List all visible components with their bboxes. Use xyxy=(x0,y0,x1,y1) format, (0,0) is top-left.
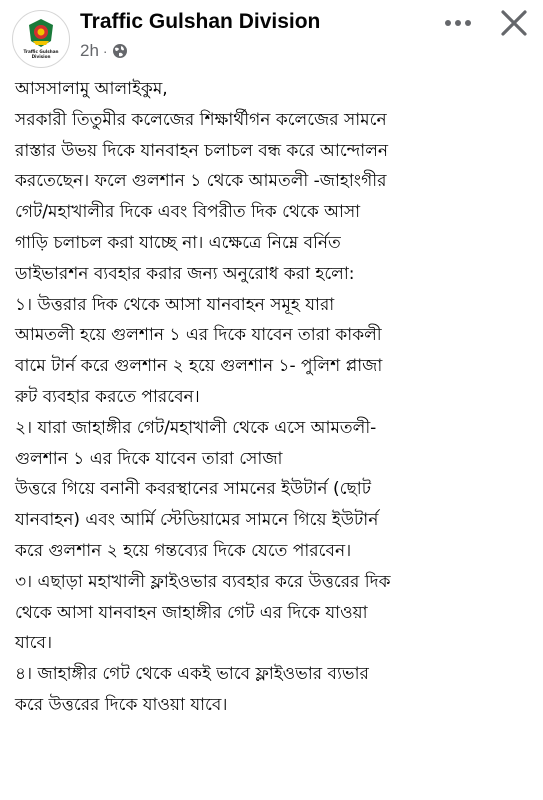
post-text-line: যাবে। xyxy=(15,633,53,654)
svg-text:Traffic Gulshan: Traffic Gulshan xyxy=(23,49,59,54)
page-avatar[interactable] xyxy=(12,10,70,68)
post-timestamp[interactable]: 2h xyxy=(80,41,99,60)
post-text-line: গেট/মহাখালীর দিকে এবং বিপরীত দিক থেকে আসা xyxy=(15,202,361,223)
post-text-line: উত্তরে গিয়ে বনানী কবরস্থানের সামনের ইউটার্ন (ছোট xyxy=(15,479,371,500)
post-text-line: রাস্তার উভয় দিকে যানবাহন চলাচল বন্ধ করে আন্দোলন xyxy=(15,140,389,161)
close-icon[interactable] xyxy=(496,6,532,40)
post-text-line: আমতলী হয়ে গুলশান ১ এর দিকে যাবেন তারা কাকলী xyxy=(15,325,382,346)
traffic-police-logo-icon xyxy=(13,11,69,67)
globe-icon[interactable] xyxy=(112,43,128,59)
post-text-line: গাড়ি চলাচল করা যাচ্ছে না। এক্ষেত্রে নিম্নে বর্নিত xyxy=(15,232,341,253)
post-text-line: ১। উত্তরার দিক থেকে আসা যানবাহন সমূহ যারা xyxy=(15,294,335,315)
page-name-link[interactable]: Traffic Gulshan Division xyxy=(80,10,321,33)
svg-text:Division: Division xyxy=(31,54,51,59)
post-text-line: ৩। এছাড়া মহাখালী ফ্লাইওভার ব্যবহার করে উত্তরের দিক xyxy=(15,571,391,592)
post-meta xyxy=(80,40,128,62)
post-text-line: করে উত্তরের দিকে যাওয়া যাবে। xyxy=(15,694,228,715)
post-text-line: থেকে আসা যানবাহন জাহাঙ্গীর গেট এর দিকে যাওয়া xyxy=(15,602,368,623)
post-text-line: বামে টার্ন করে গুলশান ২ হয়ে গুলশান ১- পুলিশ প্লাজা xyxy=(15,356,383,377)
post-text-line: ৪। জাহাঙ্গীর গেট থেকে একই ভাবে ফ্লাইওভার ব্যভার xyxy=(15,664,369,685)
post-text-line: সরকারী তিতুমীর কলেজের শিক্ষার্থীগন কলেজের সামনে xyxy=(15,109,387,130)
post-text-line: আসসালামু আলাইকুম, xyxy=(15,79,168,99)
post-text-line: করে গুলশান ২ হয়ে গন্তব্যের দিকে যেতে পারবেন। xyxy=(15,540,352,561)
post-header xyxy=(0,0,543,72)
post-text-line: যানবাহন) এবং আর্মি স্টেডিয়ামের সামনে গিয়ে ইউটার্ন xyxy=(15,510,379,531)
more-options-icon[interactable] xyxy=(440,8,476,38)
post-text-line: ২। যারা জাহাঙ্গীর গেট/মহাখালী থেকে এসে আমতলী- xyxy=(15,417,377,438)
post-text-line: গুলশান ১ এর দিকে যাবেন তারা সোজা xyxy=(15,448,283,469)
post-body xyxy=(15,74,535,721)
meta-separator: · xyxy=(102,43,108,59)
post-text-line: ডাইভারশন ব্যবহার করার জন্য অনুরোধ করা হলো: xyxy=(15,263,355,284)
post-text-line: রুট ব্যবহার করতে পারবেন। xyxy=(15,386,200,407)
post-text-line: করতেছেন। ফলে গুলশান ১ থেকে আমতলী -জাহাংগীর xyxy=(15,171,387,192)
